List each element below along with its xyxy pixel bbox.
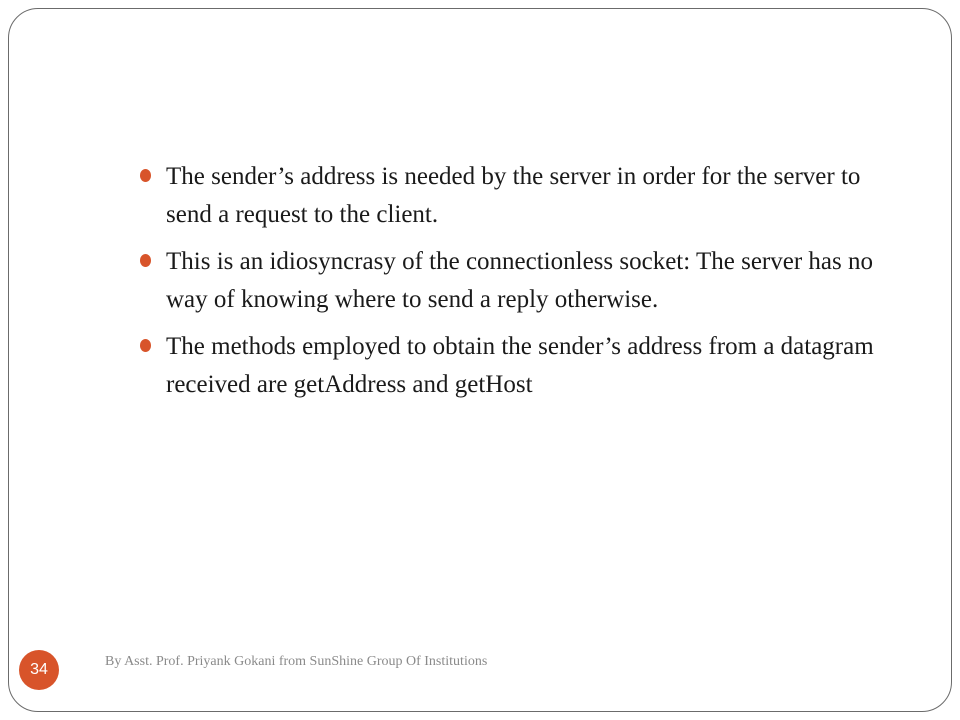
bullet-dot-icon [140,169,151,182]
bullet-text: The sender’s address is needed by the server in order for the server to send a request to the client. [166,163,861,228]
bullet-text: The methods employed to obtain the sender’s address from a datagram received are getAddress and getHost [166,333,874,398]
page-number: 34 [30,661,48,678]
bullet-dot-icon [140,339,151,352]
bullet-list [140,158,900,404]
bullet-dot-icon [140,254,151,267]
bullet-item [140,243,900,319]
bullet-item [140,158,900,234]
slide-content [140,158,900,413]
bullet-item [140,328,900,404]
page-number-badge [19,650,59,690]
footer-credit: By Asst. Prof. Priyank Gokani from SunShine Group Of Institutions [105,654,488,669]
bullet-text: This is an idiosyncrasy of the connectionless socket: The server has no way of knowing where to send a reply otherwise. [166,248,874,313]
